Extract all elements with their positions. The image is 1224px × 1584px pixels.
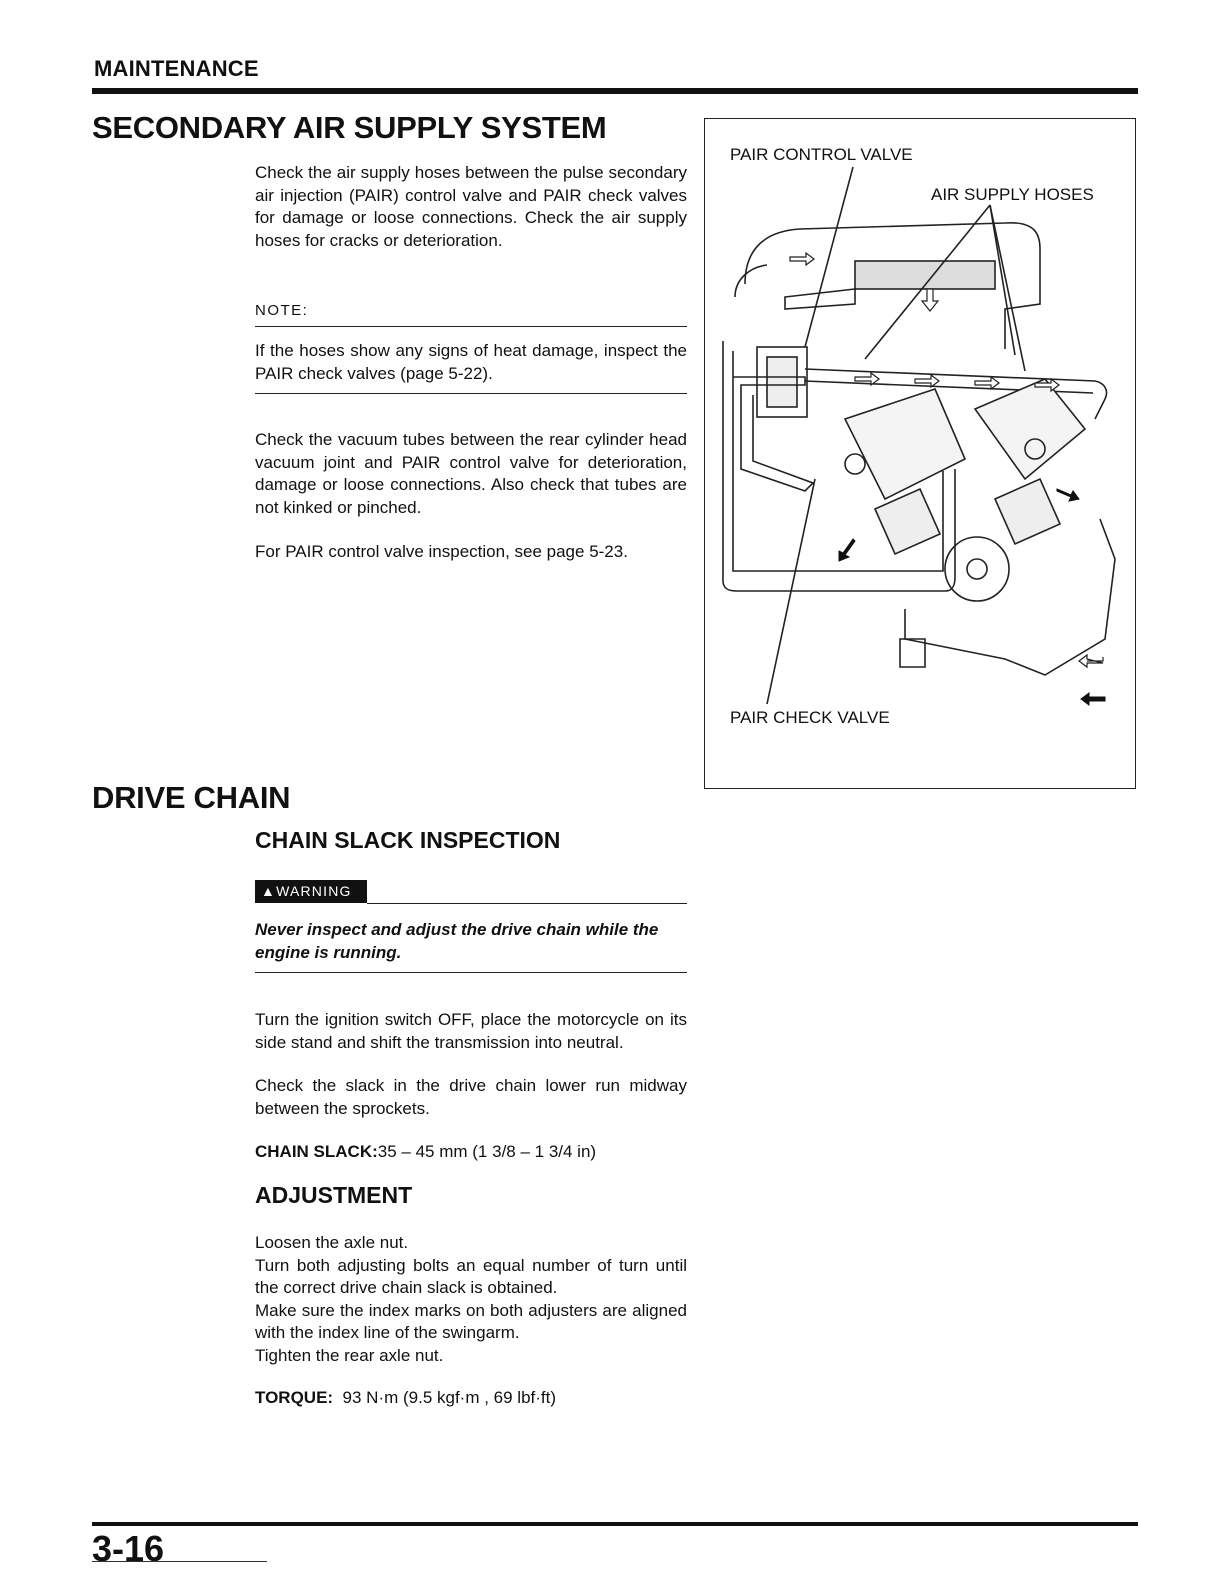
note-label: NOTE: bbox=[255, 302, 309, 319]
chain-slack-value: 35 – 45 mm (1 3/8 – 1 3/4 in) bbox=[377, 1142, 597, 1161]
note-text: If the hoses show any signs of heat damage, inspect the PAIR check valves (page 5-22). bbox=[255, 341, 687, 383]
note-bottom-rule bbox=[255, 393, 687, 394]
note-top-rule bbox=[255, 326, 687, 327]
page-number-underline bbox=[92, 1561, 267, 1562]
inspection-paragraph-2: Check the slack in the drive chain lower run midway between the sprockets. bbox=[255, 1076, 687, 1118]
secondary-air-title: SECONDARY AIR SUPPLY SYSTEM bbox=[92, 110, 607, 145]
label-pair-check-valve: PAIR CHECK VALVE bbox=[730, 708, 890, 727]
chain-slack-inspection-title: CHAIN SLACK INSPECTION bbox=[255, 827, 561, 853]
torque-spec bbox=[255, 1387, 687, 1410]
warning-label: WARNING bbox=[276, 883, 352, 899]
adjustment-step: Make sure the index marks on both adjusters are aligned with the index line of the swingarm. bbox=[255, 1300, 687, 1342]
drive-chain-title: DRIVE CHAIN bbox=[92, 780, 291, 815]
adjustment-step: Loosen the axle nut. bbox=[255, 1233, 409, 1252]
secondary-air-paragraph-2: Check the vacuum tubes between the rear cylinder head vacuum joint and PAIR control valve for deterioration, damage or loose connections. Also check that tubes are not kinked or pinched. bbox=[255, 430, 687, 517]
torque-label: TORQUE: bbox=[255, 1388, 334, 1407]
top-divider bbox=[92, 88, 1138, 94]
section-header: MAINTENANCE bbox=[94, 56, 259, 81]
bottom-divider bbox=[92, 1522, 1138, 1526]
adjustment-step: Turn both adjusting bolts an equal number of turn until the correct drive chain slack is obtained. bbox=[255, 1255, 687, 1297]
pair-system-figure bbox=[704, 118, 1136, 789]
engine-diagram bbox=[705, 119, 1134, 787]
warning-triangle-icon: ▲ bbox=[261, 883, 277, 899]
warning-text: Never inspect and adjust the drive chain while the engine is running. bbox=[255, 920, 659, 962]
page-number: 3-16 bbox=[92, 1528, 165, 1569]
adjustment-steps bbox=[255, 1232, 687, 1367]
label-pair-control-valve: PAIR CONTROL VALVE bbox=[730, 145, 913, 164]
secondary-air-paragraph-1: Check the air supply hoses between the pulse secondary air injection (PAIR) control valve and PAIR check valves for damage or loose connections. Check the air supply hoses for cracks or deterioration. bbox=[255, 163, 687, 250]
warning-bottom-rule bbox=[255, 972, 687, 973]
inspection-paragraph-1: Turn the ignition switch OFF, place the motorcycle on its side stand and shift the transmission into neutral. bbox=[255, 1010, 687, 1052]
warning-top-rule bbox=[367, 903, 687, 904]
chain-slack-spec bbox=[255, 1141, 687, 1164]
label-air-supply-hoses: AIR SUPPLY HOSES bbox=[931, 185, 1094, 204]
torque-value: 93 N·m (9.5 kgf·m , 69 lbf·ft) bbox=[342, 1388, 557, 1407]
secondary-air-paragraph-3: For PAIR control valve inspection, see page 5-23. bbox=[255, 542, 628, 561]
warning-badge bbox=[255, 880, 367, 903]
adjustment-step: Tighten the rear axle nut. bbox=[255, 1345, 444, 1365]
adjustment-title: ADJUSTMENT bbox=[255, 1182, 413, 1208]
chain-slack-label: CHAIN SLACK: bbox=[255, 1142, 378, 1161]
